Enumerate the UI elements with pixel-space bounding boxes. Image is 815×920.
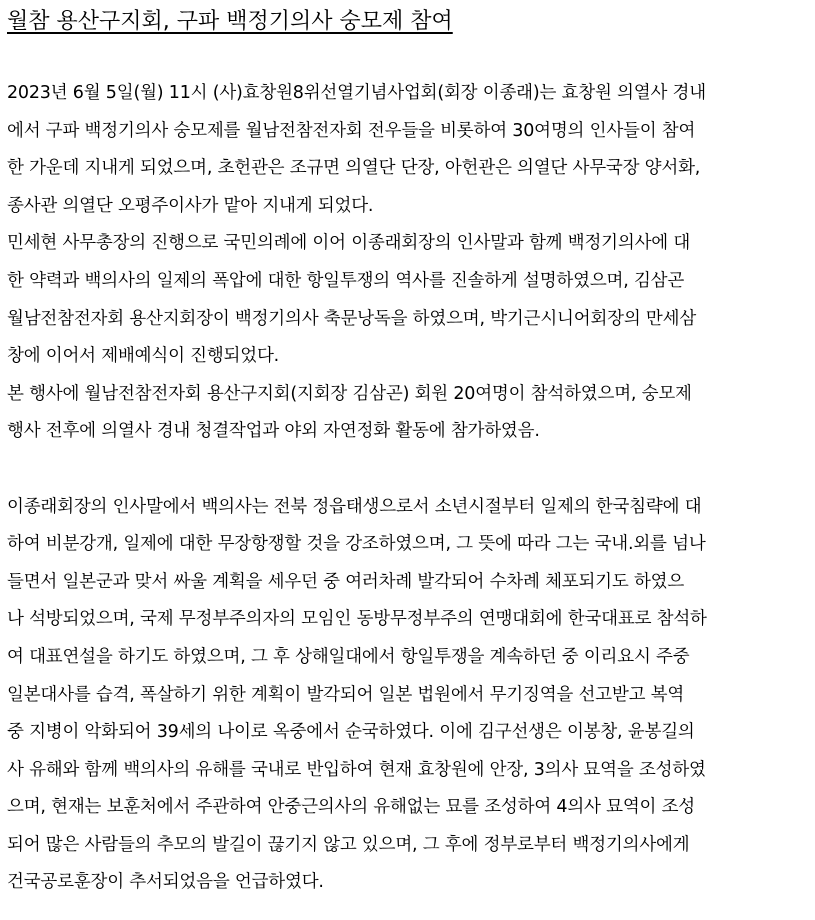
text-line: 일본대사를 습격, 폭살하기 위한 계획이 발각되어 일본 법원에서 무기징역을 선고받고 복역: [7, 684, 685, 705]
text-line: 에서 구파 백정기의사 숭모제를 월남전참전자회 전우들을 비롯하여 30여명의 인사들이 참여: [7, 120, 696, 141]
text-line: 창에 이어서 제배예식이 진행되었다.: [7, 346, 280, 367]
paragraph-spacer: [7, 451, 809, 489]
text-line: 중 지병이 악화되어 39세의 나이로 옥중에서 순국하였다. 이에 김구선생은 이봉창, 윤봉길의: [7, 722, 695, 743]
text-line: 한 가운데 지내게 되었으며, 초헌관은 조규면 의열단 단장, 아헌관은 의열단 사무국장 양서화,: [7, 158, 701, 179]
document: [7, 0, 809, 902]
text-line: 한 약력과 백의사의 일제의 폭압에 대한 항일투쟁의 역사를 진솔하게 설명하였으며, 김삼곤: [7, 270, 685, 291]
text-line: 들면서 일본군과 맞서 싸울 계획을 세우던 중 여러차례 발각되어 수차례 체포되기도 하였으: [7, 571, 685, 592]
text-line: 종사관 의열단 오평주이사가 맡아 지내게 되었다.: [7, 195, 374, 216]
text-line: 하여 비분강개, 일제에 대한 무장항쟁할 것을 강조하였으며, 그 뜻에 따라 그는 국내.외를 넘나: [7, 534, 706, 555]
text-line: 으며, 현재는 보훈처에서 주관하여 안중근의사의 유해없는 묘를 조성하여 4의사 묘역이 조성: [7, 797, 696, 818]
paragraph-participation: [7, 376, 809, 451]
text-line: 되어 많은 사람들의 추모의 발길이 끊기지 않고 있으며, 그 후에 정부로부터 백정기의사에게: [7, 834, 690, 855]
page-title: 월참 용산구지회, 구파 백정기의사 숭모제 참여: [7, 9, 453, 34]
text-line: 민세현 사무총장의 진행으로 국민의례에 이어 이종래회장의 인사말과 함께 백정기의사에 대: [7, 233, 691, 254]
text-line: 본 행사에 월남전참전자회 용산구지회(지회장 김삼곤) 회원 20여명이 참석하였으며, 숭모제: [7, 383, 692, 404]
text-line: 여 대표연설을 하기도 하였으며, 그 후 상해일대에서 항일투쟁을 계속하던 중 이리요시 주중: [7, 646, 690, 667]
text-line: 이종래회장의 인사말에서 백의사는 전북 정읍태생으로서 소년시절부터 일제의 한국침략에 대: [7, 496, 702, 517]
text-line: 나 석방되었으며, 국제 무정부주의자의 모임인 동방무정부주의 연맹대회에 한국대표로 참석하: [7, 609, 707, 630]
paragraph-biography: [7, 489, 809, 903]
text-line: 월남전참전자회 용산지회장이 백정기의사 축문낭독을 하였으며, 박기근시니어회장의 만세삼: [7, 308, 697, 329]
text-line: 행사 전후에 의열사 경내 청결작업과 야외 자연정화 활동에 참가하였음.: [7, 421, 540, 442]
text-line: 건국공로훈장이 추서되었음을 언급하였다.: [7, 872, 324, 893]
paragraph-proceedings: [7, 225, 809, 375]
text-line: 2023년 6월 5일(월) 11시 (사)효창원8위선열기념사업회(회장 이종래)는 효창원 의열사 경내: [7, 83, 706, 103]
paragraph-event-summary: [7, 75, 809, 225]
text-line: 사 유해와 함께 백의사의 유해를 국내로 반입하여 현재 효창원에 안장, 3의사 묘역을 조성하였: [7, 759, 706, 780]
